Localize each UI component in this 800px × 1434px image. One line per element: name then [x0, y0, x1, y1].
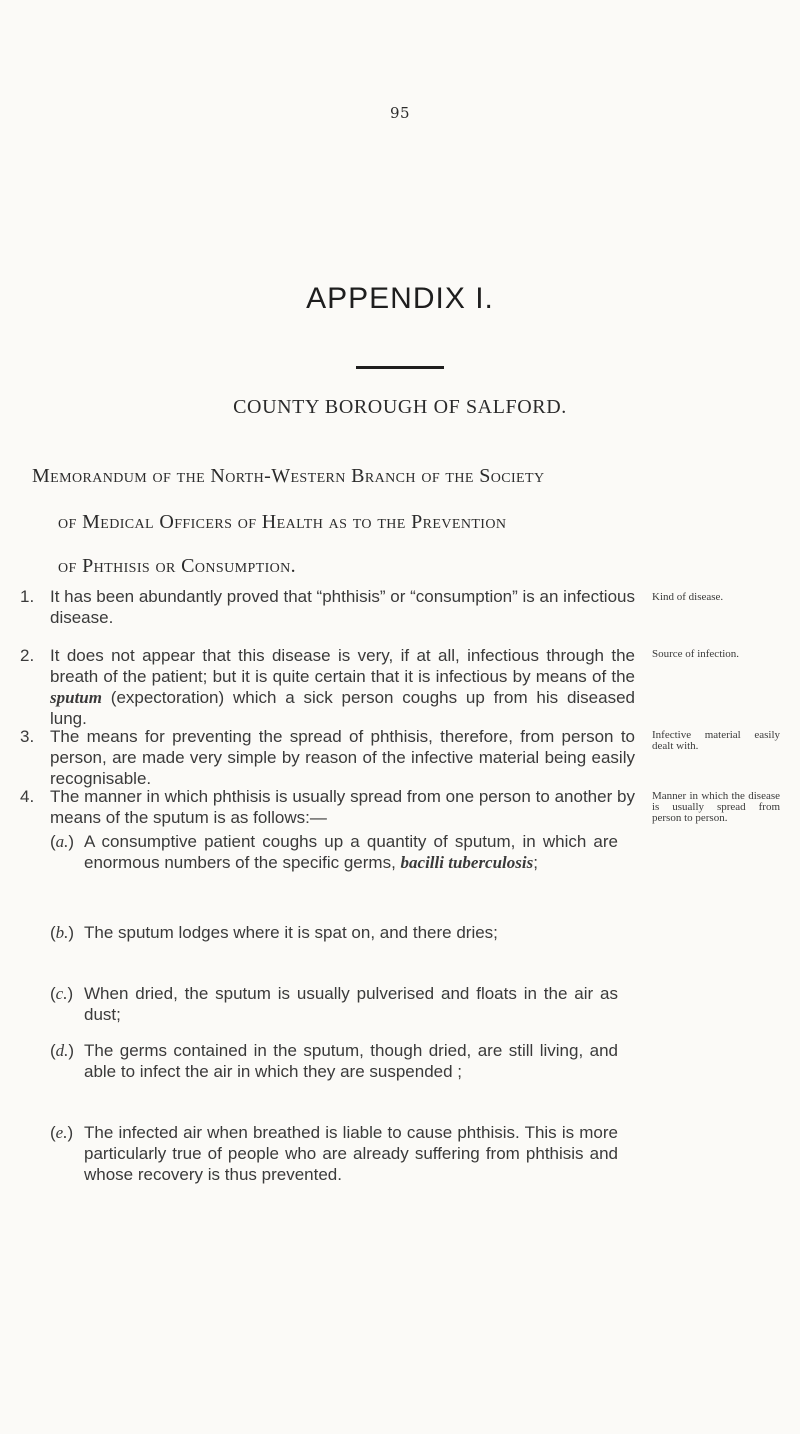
subitem-text	[84, 831, 618, 873]
borough-heading: COUNTY BOROUGH OF SALFORD.	[233, 396, 567, 418]
subitem-c	[50, 983, 618, 1025]
paragraph-3	[20, 726, 635, 789]
subitem-text-before: A consumptive patient coughs up a quantity of sputum, in which are enormous numbers of the specific germs,	[84, 832, 618, 872]
paragraph-number: 3.	[20, 727, 35, 746]
memorandum-title-line-2: of Medical Officers of Health as to the Prevention	[58, 511, 507, 533]
paragraph-number: 2.	[20, 646, 35, 665]
margin-note-source-of-infection: Source of infection.	[652, 648, 740, 660]
term-sputum: sputum	[50, 688, 102, 707]
subitem-label: (b.)	[50, 923, 75, 942]
paragraph-number: 4.	[20, 787, 35, 806]
paragraph-text-after: (expectoration) which a sick person coughs up from his diseased lung.	[50, 688, 635, 728]
title-rule	[356, 366, 444, 369]
subitem-label: (d.)	[50, 1041, 75, 1060]
subitem-text-after: ;	[533, 853, 538, 872]
paragraph-text: The manner in which phthisis is usually spread from one person to another by means of the sputum is as follows:—	[50, 787, 635, 827]
memorandum-title-line-3: of Phthisis or Consumption.	[58, 555, 297, 577]
subitem-text: The sputum lodges where it is spat on, and there dries;	[84, 923, 498, 942]
paragraph-1	[20, 586, 635, 628]
subitem-e	[50, 1122, 618, 1185]
term-bacilli-tuberculosis: bacilli tuberculosis	[400, 853, 534, 872]
appendix-title: APPENDIX I.	[306, 282, 494, 315]
paragraph-number: 1.	[20, 587, 35, 606]
subitem-b	[50, 922, 618, 943]
subitem-label: (e.)	[50, 1123, 74, 1142]
margin-note-infective-material: Infective material easily dealt with.	[652, 729, 780, 752]
subitem-text: The infected air when breathed is liable to cause phthisis. This is more particularly true of people who are already suffering from phthisis and whose recovery is thus prevented.	[84, 1123, 618, 1184]
paragraph-text: It has been abundantly proved that “phthisis” or “consumption” is an infectious disease.	[50, 587, 635, 627]
paragraph-text-before: It does not appear that this disease is very, if at all, infectious through the breath of the patient; but it is quite certain that it is infectious by means of the	[50, 646, 635, 686]
subitem-text: The germs contained in the sputum, though dried, are still living, and able to infect the air in which they are suspended ;	[84, 1041, 618, 1081]
margin-note-kind-of-disease: Kind of disease.	[652, 591, 724, 603]
paragraph-2	[20, 645, 635, 729]
subitem-text: When dried, the sputum is usually pulverised and floats in the air as dust;	[84, 984, 618, 1024]
paragraph-4	[20, 786, 635, 828]
paragraph-text: The means for preventing the spread of phthisis, therefore, from person to person, are made very simple by reason of the infective material being easily recognisable.	[50, 727, 635, 788]
subitem-d	[50, 1040, 618, 1082]
subitem-label: (c.)	[50, 984, 74, 1003]
subitem-a	[50, 831, 618, 873]
page-number: 95	[389, 104, 411, 122]
subitem-label: (a.)	[50, 832, 75, 851]
paragraph-text	[50, 645, 635, 729]
margin-note-manner-of-spread: Manner in which the disease is usually spread from person to person.	[652, 790, 780, 824]
memorandum-title-line-1: Memorandum of the North-Western Branch of the Society	[32, 465, 545, 487]
